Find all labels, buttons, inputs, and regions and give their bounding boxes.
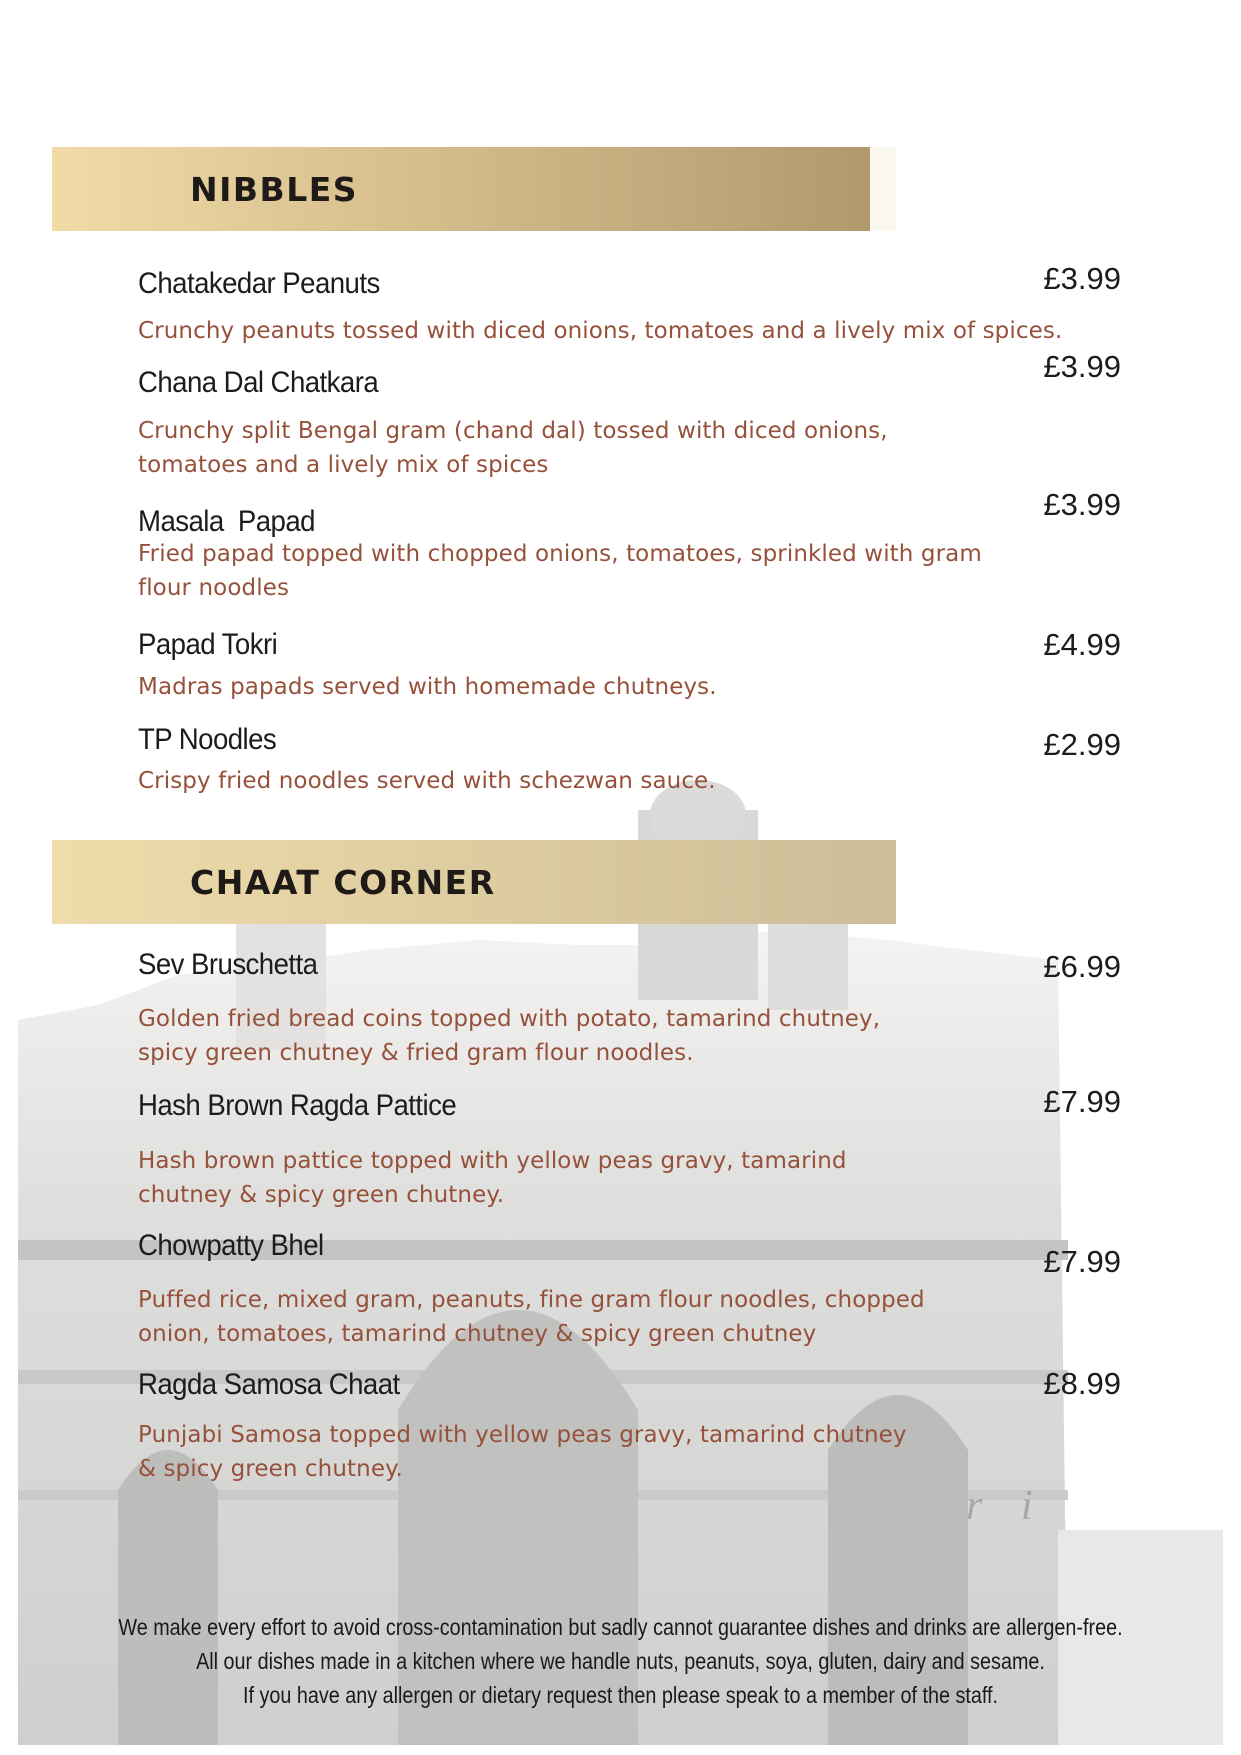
item-price: £3.99 [1043,261,1121,296]
item-price: £8.99 [1043,1366,1121,1401]
item-price: £4.99 [1043,627,1121,662]
item-description: Crispy fried noodles served with schezwan sauce. [138,768,716,794]
item-name: Papad Tokri [138,628,278,661]
item-description: Crunchy peanuts tossed with diced onions, tomatoes and a lively mix of spices. [138,318,1063,344]
item-name: TP Noodles [138,723,277,756]
item-description: Puffed rice, mixed gram, peanuts, fine gram flour noodles, chopped onion, tomatoes, tamarind chutney & spicy green chutney [138,1287,925,1347]
item-name: Sev Bruschetta [138,948,318,981]
section-title: CHAAT CORNER [190,863,496,902]
item-description: Golden fried bread coins topped with potato, tamarind chutney, spicy green chutney & fried gram flour noodles. [138,1006,881,1066]
item-price: £7.99 [1043,1244,1121,1279]
allergen-line: All our dishes made in a kitchen where we handle nuts, peanuts, soya, gluten, dairy and sesame. [196,1648,1045,1674]
item-name: Chowpatty Bhel [138,1229,324,1262]
item-description: Fried papad topped with chopped onions, tomatoes, sprinkled with gram flour noodles [138,541,982,601]
item-name: Chatakedar Peanuts [138,267,380,300]
item-price: £3.99 [1043,487,1121,522]
allergen-line: We make every effort to avoid cross-contamination but sadly cannot guarantee dishes and drinks are allergen-free. [118,1614,1123,1640]
section-header-nibbles [52,147,870,231]
item-price: £6.99 [1043,949,1121,984]
allergen-line: If you have any allergen or dietary request then please speak to a member of the staff. [242,1682,999,1708]
item-price: £2.99 [1043,727,1121,762]
item-description: Madras papads served with homemade chutneys. [138,674,717,700]
item-price: £7.99 [1043,1084,1121,1119]
item-price: £3.99 [1043,349,1121,384]
section-title: NIBBLES [190,170,359,209]
section-header-tail [870,147,896,231]
item-name: Chana Dal Chatkara [138,366,379,399]
item-name: Ragda Samosa Chaat [138,1368,400,1401]
item-name: Masala Papad [138,505,315,538]
section-header-chaat-corner [52,840,896,924]
allergen-notice [18,1610,1223,1712]
item-name: Hash Brown Ragda Pattice [138,1089,457,1122]
decorative-letters: r i [966,1483,1047,1529]
item-description: Hash brown pattice topped with yellow peas gravy, tamarind chutney & spicy green chutney. [138,1148,847,1208]
item-description: Crunchy split Bengal gram (chand dal) tossed with diced onions, tomatoes and a lively mix of spices [138,418,888,478]
item-description: Punjabi Samosa topped with yellow peas gravy, tamarind chutney & spicy green chutney. [138,1422,907,1482]
